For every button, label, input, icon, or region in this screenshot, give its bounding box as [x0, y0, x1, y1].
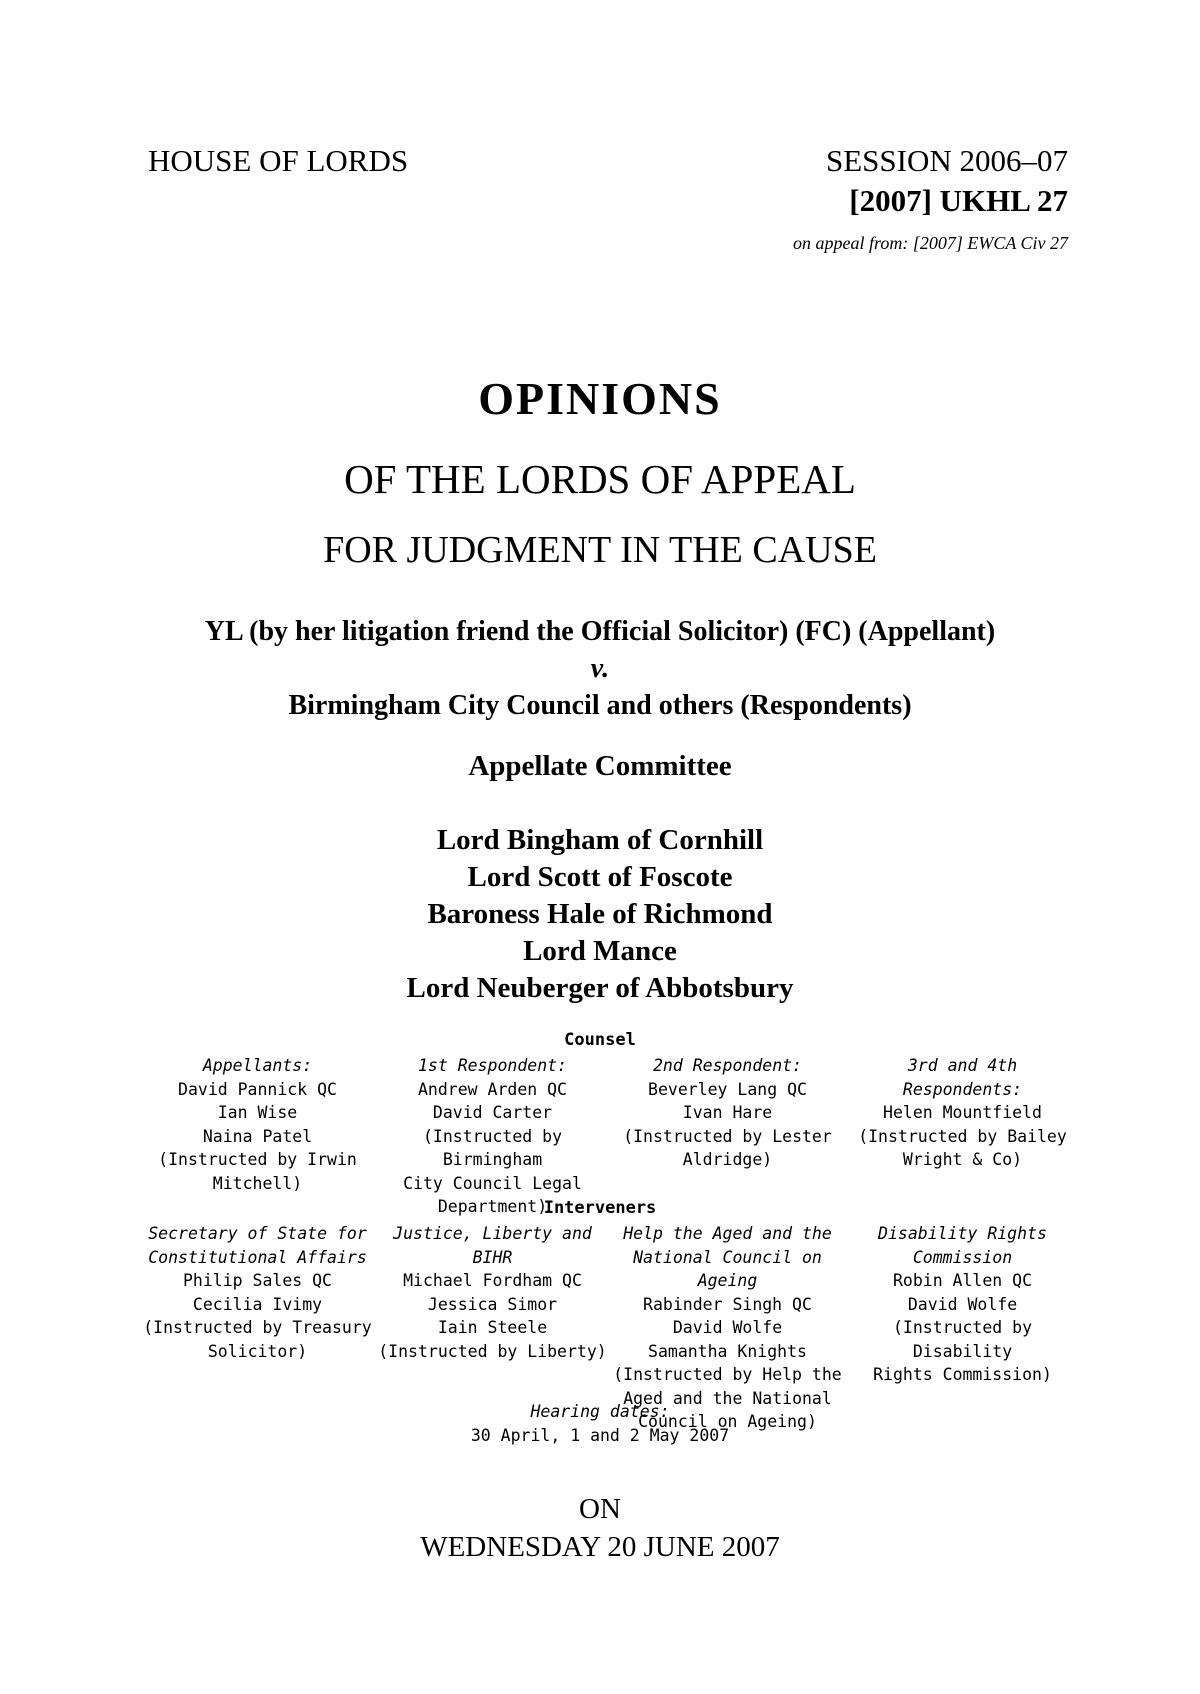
counsel-column [610, 1054, 845, 1219]
counsel-line: Rights Commission) [873, 1365, 1052, 1384]
counsel-column [375, 1054, 610, 1219]
counsel-line: (Instructed by Bailey [858, 1126, 1067, 1146]
counsel-line: Naina Patel [202, 1126, 313, 1146]
party-role: Disability Rights [878, 1224, 1047, 1243]
interveners-heading: Interveners [543, 1198, 657, 1218]
counsel-line: (Instructed by Birmingham [422, 1126, 563, 1169]
appeal-from: on appeal from: [2007] EWCA Civ 27 [793, 233, 1068, 253]
counsel-line: Aged and the National [623, 1388, 832, 1408]
counsel-line: (Instructed by Lester [623, 1126, 832, 1146]
counsel-column [140, 1054, 375, 1219]
hearing-dates: 30 April, 1 and 2 May 2007 [470, 1426, 730, 1445]
counsel-line: Beverley Lang QC [648, 1079, 807, 1099]
judge-name: Lord Mance [523, 935, 677, 967]
parties-block [0, 613, 1200, 724]
counsel-line: Michael Fordham QC [403, 1271, 582, 1290]
on-label: ON [579, 1493, 621, 1525]
counsel-line: Andrew Arden QC [417, 1079, 567, 1099]
party-role: Justice, Liberty and BIHR [393, 1224, 592, 1267]
delivery-block [0, 1490, 1200, 1566]
counsel-line: (Instructed by Help the [613, 1365, 842, 1384]
judges-list [0, 822, 1200, 1007]
counsel-grid [140, 1054, 1080, 1219]
hearing-block [0, 1400, 1200, 1448]
session-label: SESSION 2006–07 [825, 143, 1068, 178]
judge-name: Baroness Hale of Richmond [427, 898, 773, 930]
counsel-line: Philip Sales QC [182, 1271, 332, 1290]
respondents-name: Birmingham City Council and others (Respondents) [288, 690, 912, 721]
counsel-line: Solicitor) [207, 1341, 308, 1361]
judge-name: Lord Bingham of Cornhill [436, 824, 764, 856]
header-right [793, 143, 1068, 254]
counsel-column [845, 1054, 1080, 1219]
judge-name: Lord Neuberger of Abbotsbury [406, 972, 794, 1004]
counsel-heading: Counsel [564, 1030, 636, 1050]
counsel-line: Council on Ageing) [638, 1412, 817, 1431]
party-role: 2nd Respondent: [652, 1056, 802, 1075]
counsel-line: Samantha Knights [648, 1341, 807, 1361]
party-role: Secretary of State for [148, 1224, 367, 1243]
party-role: Constitutional Affairs [148, 1247, 367, 1267]
counsel-line: Jessica Simor [427, 1294, 558, 1314]
party-role: 1st Respondent: [417, 1056, 567, 1075]
counsel-line: (Instructed by Disability [892, 1318, 1033, 1361]
hearing-dates-label: Hearing dates: [530, 1402, 670, 1421]
counsel-line: City Council Legal [403, 1173, 582, 1193]
counsel-line: Iain Steele [437, 1318, 548, 1337]
party-role: Help the Aged and the [623, 1224, 832, 1243]
versus-label: v. [590, 653, 610, 684]
lords-of-appeal-heading: OF THE LORDS OF APPEAL [344, 456, 856, 502]
counsel-line: David Carter [432, 1103, 553, 1122]
counsel-line: Department) [437, 1197, 548, 1216]
counsel-line: David Wolfe [907, 1294, 1018, 1314]
party-role: Commission [912, 1247, 1013, 1267]
delivery-date: WEDNESDAY 20 JUNE 2007 [420, 1531, 780, 1563]
counsel-line: David Wolfe [672, 1318, 783, 1337]
neutral-citation: [2007] UKHL 27 [849, 183, 1068, 218]
counsel-line: Ivan Hare [682, 1103, 773, 1122]
appellant-name: YL (by her litigation friend the Official Solicitor) (FC) (Appellant) [204, 616, 996, 647]
counsel-line: (Instructed by Irwin [158, 1150, 357, 1169]
counsel-line: Rabinder Singh QC [643, 1294, 812, 1314]
house-label: HOUSE OF LORDS [148, 143, 409, 178]
counsel-line: Helen Mountfield [883, 1103, 1042, 1122]
counsel-line: Aldridge) [682, 1150, 773, 1169]
judge-name: Lord Scott of Foscote [467, 861, 733, 893]
party-role: National Council on Ageing [633, 1247, 822, 1290]
judgment-heading: FOR JUDGMENT IN THE CAUSE [323, 529, 877, 571]
party-role: 3rd and 4th Respondents: [902, 1056, 1023, 1099]
counsel-line: Wright & Co) [902, 1150, 1023, 1169]
counsel-line: Ian Wise [217, 1103, 298, 1122]
counsel-line: (Instructed by Treasury [143, 1318, 372, 1337]
opinions-heading: OPINIONS [478, 373, 722, 424]
party-role: Appellants: [202, 1056, 313, 1075]
counsel-line: David Pannick QC [178, 1079, 337, 1099]
committee-title: Appellate Committee [468, 750, 732, 782]
counsel-line: Cecilia Ivimy [192, 1294, 323, 1314]
counsel-line: (Instructed by Liberty) [378, 1341, 607, 1361]
counsel-line: Mitchell) [212, 1173, 303, 1193]
counsel-line: Robin Allen QC [892, 1271, 1033, 1290]
